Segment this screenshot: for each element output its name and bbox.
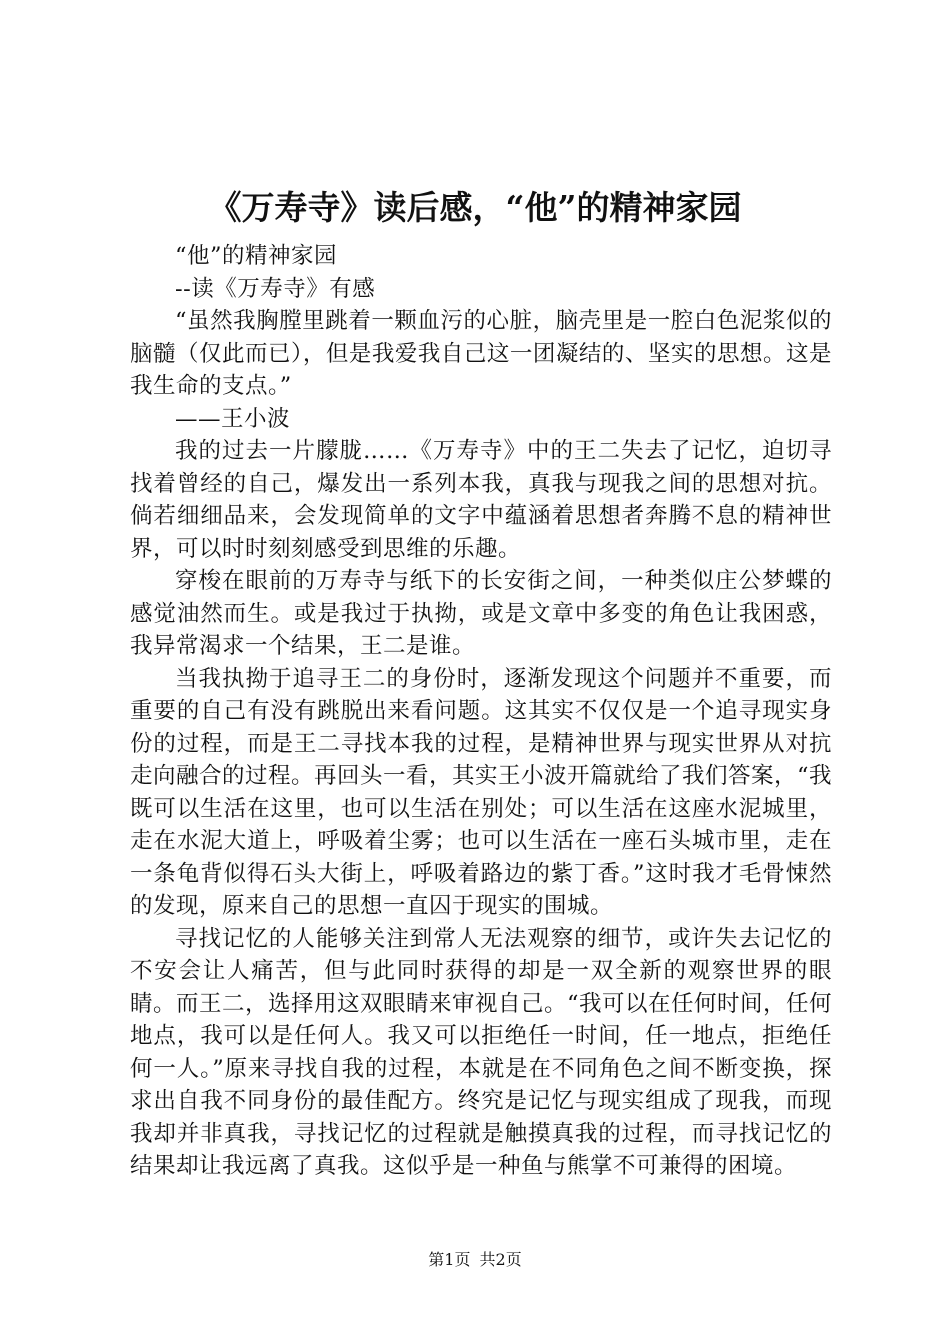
body-paragraph: 我的过去一片朦胧……《万寿寺》中的王二失去了记忆，迫切寻找着曾经的自己，爆发出一系列本我，真我与现我之间的思想对抗。倘若细细品来，会发现简单的文字中蕴涵着思想者奔腾不息的精神世界，可以时时刻刻感受到思维的乐趣。	[130, 438, 832, 562]
body-paragraph: 穿梭在眼前的万寿寺与纸下的长安街之间，一种类似庄公梦蝶的感觉油然而生。或是我过于执拗，或是文章中多变的角色让我困惑，我异常渴求一个结果，王二是谁。	[130, 568, 832, 659]
quote-author: ——王小波	[175, 405, 291, 432]
subtitle-reading-line: --读《万寿寺》有感	[175, 275, 376, 302]
document-body	[130, 240, 832, 1183]
document-title: 《万寿寺》读后感，“他”的精神家园	[208, 188, 742, 227]
quote-paragraph: “虽然我胸膛里跳着一颗血污的心脏，脑壳里是一腔白色泥浆似的脑髓（仅此而已），但是我爱我自己这一团凝结的、坚实的思想。这是我生命的支点。”	[130, 308, 832, 399]
body-paragraph: 寻找记忆的人能够关注到常人无法观察的细节，或许失去记忆的不安会让人痛苦，但与此同时获得的却是一双全新的观察世界的眼睛。而王二，选择用这双眼睛来审视自己。“我可以在任何时间，任何地点，我可以是任何人。我又可以拒绝任一时间，任一地点，拒绝任何一人。”原来寻找自我的过程，本就是在不同角色之间不断变换，探求出自我不同身份的最佳配方。终究是记忆与现实组成了现我，而现我却并非真我，寻找记忆的过程就是触摸真我的过程，而寻找记忆的结果却让我远离了真我。这似乎是一种鱼与熊掌不可兼得的困境。	[130, 925, 833, 1179]
page-total: 共2页	[479, 1250, 522, 1269]
page-number: 第1页	[428, 1250, 471, 1269]
body-paragraph: 当我执拗于追寻王二的身份时，逐渐发现这个问题并不重要，而重要的自己有没有跳脱出来看问题。这其实不仅仅是一个追寻现实身份的过程，而是王二寻找本我的过程，是精神世界与现实世界从对抗走向融合的过程。再回头一看，其实王小波开篇就给了我们答案，“我既可以生活在这里，也可以生活在别处；可以生活在这座水泥城里，走在水泥大道上，呼吸着尘雾；也可以生活在一座石头城市里，走在一条龟背似得石头大街上，呼吸着路边的紫丁香。”这时我才毛骨悚然的发现，原来自己的思想一直囚于现实的围城。	[130, 665, 833, 919]
page-footer	[0, 1247, 950, 1270]
subtitle-line: “他”的精神家园	[175, 243, 338, 269]
